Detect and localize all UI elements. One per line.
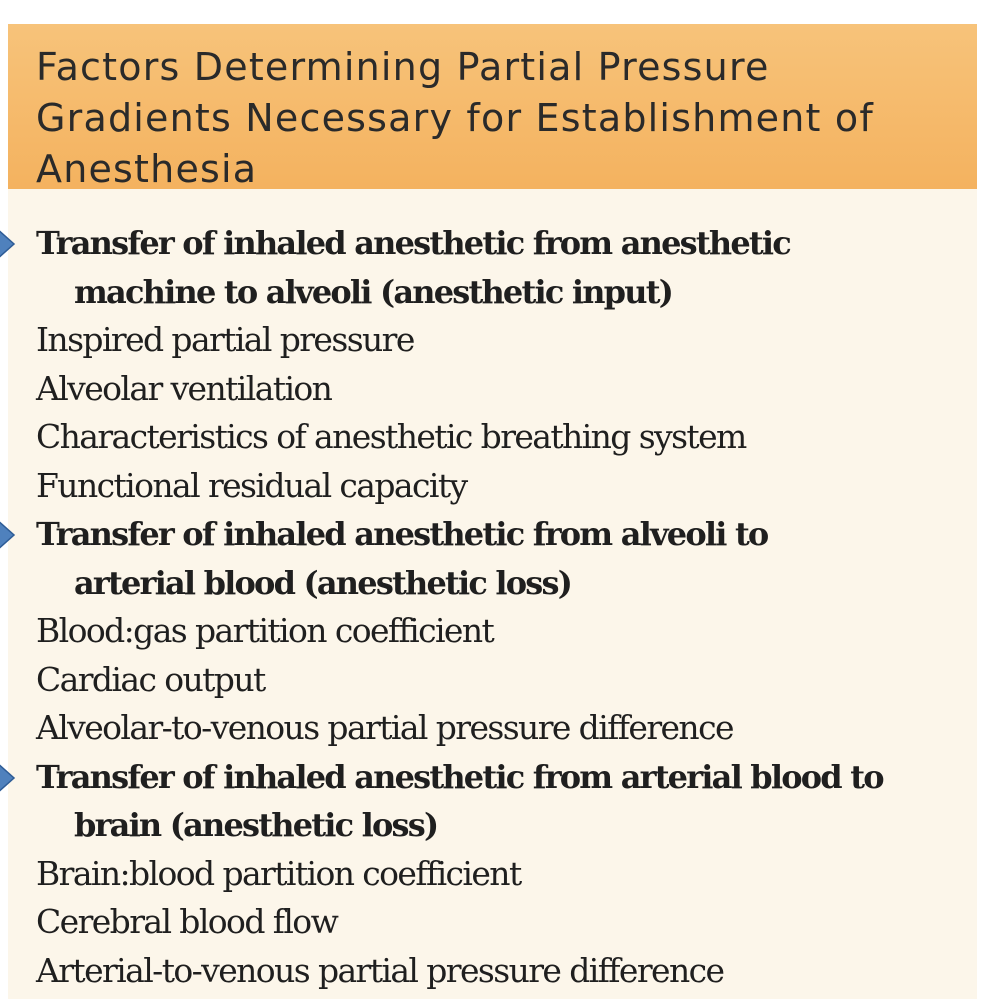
table-title: Factors Determining Partial Pressure Gradients Necessary for Establishment of Anesthesia bbox=[36, 45, 874, 191]
factor-item: Alveolar ventilation bbox=[36, 368, 332, 408]
factor-item: Functional residual capacity bbox=[36, 465, 467, 505]
section-heading-continued bbox=[0, 268, 990, 317]
section-heading-cont-text: brain (anesthetic loss) bbox=[74, 806, 438, 844]
section-heading-alveoli-to-blood bbox=[0, 510, 990, 559]
arrow-marker-icon bbox=[0, 227, 30, 261]
arrow-marker-icon bbox=[0, 761, 30, 795]
factor-item: Blood:gas partition coefficient bbox=[36, 611, 494, 650]
factor-item: Inspired partial pressure bbox=[36, 320, 414, 359]
arrow-marker-icon bbox=[0, 518, 30, 552]
section-heading-text: Transfer of inhaled anesthetic from anesthetic bbox=[36, 224, 790, 262]
section-heading-continued bbox=[0, 559, 990, 608]
section-heading-anesthetic-input bbox=[0, 219, 990, 268]
section-heading-blood-to-brain bbox=[0, 753, 990, 802]
factor-item: Cerebral blood flow bbox=[36, 902, 338, 941]
factor-item: Characteristics of anesthetic breathing system bbox=[36, 417, 746, 456]
section-heading-continued bbox=[0, 801, 990, 850]
section-heading-text: Transfer of inhaled anesthetic from alveoli to bbox=[36, 515, 768, 553]
factor-item: Brain:blood partition coefficient bbox=[36, 853, 521, 893]
factor-item: Alveolar-to-venous partial pressure difference bbox=[36, 708, 733, 747]
factor-item: Cardiac output bbox=[36, 659, 265, 699]
section-heading-cont-text: machine to alveoli (anesthetic input) bbox=[74, 272, 673, 311]
section-heading-cont-text: arterial blood (anesthetic loss) bbox=[74, 563, 572, 602]
section-heading-text: Transfer of inhaled anesthetic from arterial blood to bbox=[36, 757, 883, 796]
factors-list bbox=[0, 219, 990, 995]
factor-item: Arterial-to-venous partial pressure difference bbox=[36, 950, 724, 990]
